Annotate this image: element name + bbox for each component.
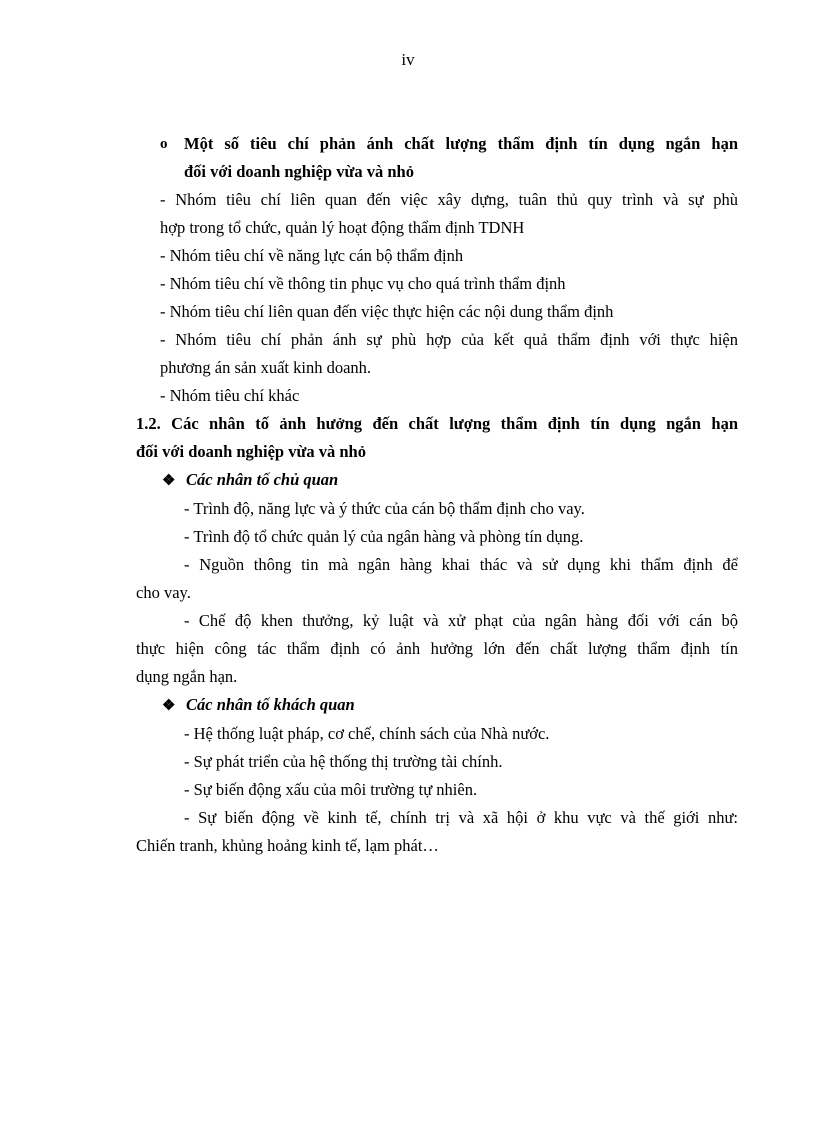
subjective-factor-item [136, 607, 738, 691]
subjective-factor-line: - Nguồn thông tin mà ngân hàng khai thác và sử dụng khi thẩm định để [184, 555, 738, 574]
objective-factor-line: - Sự biến động về kinh tế, chính trị và xã hội ở khu vực và thế giới như: [184, 808, 738, 827]
criteria-item-line: - Nhóm tiêu chí liên quan đến việc thực hiện các nội dung thẩm định [160, 302, 614, 321]
subjective-factor-line: cho vay. [136, 583, 191, 602]
subjective-factor-item [136, 523, 738, 551]
objective-factors-heading-text: Các nhân tố khách quan [186, 695, 355, 714]
criteria-item [136, 186, 738, 242]
objective-factor-item [136, 748, 738, 776]
circle-bullet-icon: o [160, 136, 168, 152]
objective-factor-item [136, 776, 738, 804]
objective-factors-heading [136, 691, 738, 720]
page-number: iv [401, 50, 415, 69]
subjective-factors-heading-text: Các nhân tố chủ quan [186, 470, 339, 489]
page-content [136, 130, 738, 860]
objective-factor-line: - Hệ thống luật pháp, cơ chế, chính sách của Nhà nước. [184, 724, 550, 743]
objective-factor-item [136, 720, 738, 748]
criteria-item-line: - Nhóm tiêu chí về thông tin phục vụ cho quá trình thẩm định [160, 274, 566, 293]
criteria-heading-line: đối với doanh nghiệp vừa và nhỏ [184, 162, 414, 181]
criteria-item [136, 242, 738, 270]
subjective-factor-line: dụng ngắn hạn. [136, 667, 238, 686]
subjective-factor-item [136, 495, 738, 523]
subjective-factor-line: - Trình độ, năng lực và ý thức của cán bộ thẩm định cho vay. [184, 499, 585, 518]
subjective-factor-line: thực hiện công tác thẩm định có ảnh hưởng lớn đến chất lượng thẩm định tín [136, 639, 738, 658]
criteria-item-line: - Nhóm tiêu chí liên quan đến việc xây dựng, tuân thủ quy trình và sự phù [160, 190, 738, 209]
subjective-factors-heading [136, 466, 738, 495]
section-heading-line: 1.2. Các nhân tố ảnh hưởng đến chất lượng thẩm định tín dụng ngắn hạn [136, 414, 738, 433]
subjective-factor-line: - Trình độ tổ chức quản lý của ngân hàng và phòng tín dụng. [184, 527, 584, 546]
criteria-item [136, 298, 738, 326]
section-heading [136, 410, 738, 466]
objective-factor-line: - Sự phát triển của hệ thống thị trường tài chính. [184, 752, 503, 771]
objective-factor-item [136, 804, 738, 860]
section-heading-line: đối với doanh nghiệp vừa và nhỏ [136, 442, 366, 461]
objective-factor-line: - Sự biến động xấu của môi trường tự nhiên. [184, 780, 478, 799]
criteria-heading [136, 130, 738, 186]
diamond-bullet-icon: ❖ [162, 473, 176, 489]
criteria-item [136, 382, 738, 410]
criteria-item-line: - Nhóm tiêu chí về năng lực cán bộ thẩm định [160, 246, 464, 265]
objective-factor-line: Chiến tranh, khủng hoảng kinh tế, lạm phát… [136, 836, 439, 855]
criteria-item-line: hợp trong tổ chức, quản lý hoạt động thẩm định TDNH [160, 218, 525, 237]
criteria-item [136, 270, 738, 298]
criteria-item-line: phương án sản xuất kinh doanh. [160, 358, 372, 377]
diamond-bullet-icon: ❖ [162, 698, 176, 714]
criteria-heading-line: Một số tiêu chí phản ánh chất lượng thẩm định tín dụng ngắn hạn [184, 134, 738, 153]
subjective-factor-line: - Chế độ khen thưởng, kỷ luật và xử phạt của ngân hàng đối với cán bộ [184, 611, 738, 630]
subjective-factor-item [136, 551, 738, 607]
criteria-item-line: - Nhóm tiêu chí phản ánh sự phù hợp của kết quả thẩm định với thực hiện [160, 330, 738, 349]
criteria-item [136, 326, 738, 382]
criteria-item-line: - Nhóm tiêu chí khác [160, 386, 300, 405]
